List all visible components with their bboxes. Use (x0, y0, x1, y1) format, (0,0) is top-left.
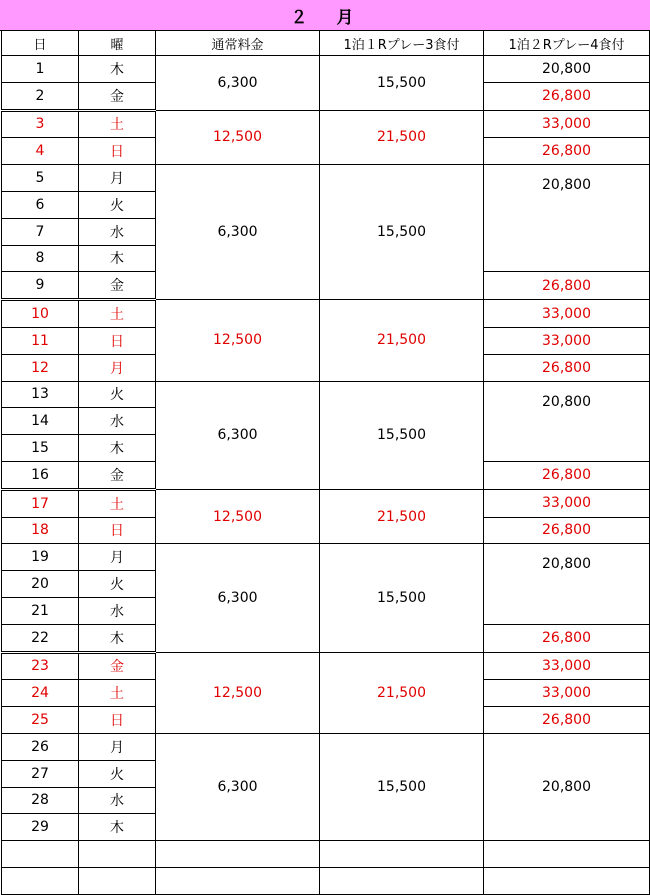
day-cell: 19 (2, 544, 79, 571)
normal-rate-cell: 12,500 (156, 110, 320, 165)
table-row (2, 841, 650, 868)
day-cell: 6 (2, 191, 79, 218)
plan-4-meals-cell: 26,800 (484, 138, 650, 165)
day-cell: 22 (2, 624, 79, 652)
normal-rate-cell: 6,300 (156, 56, 320, 111)
weekday-cell: 日 (79, 327, 156, 354)
plan-4-meals-cell: 26,800 (484, 517, 650, 544)
plan-3-meals-cell: 15,500 (320, 381, 484, 489)
plan-4-meals-cell: 33,000 (484, 680, 650, 707)
plan-3-meals-cell: 15,500 (320, 733, 484, 840)
plan-4-meals-cell: 33,000 (484, 327, 650, 354)
rate-table-body (2, 56, 650, 895)
day-cell: 16 (2, 461, 79, 489)
table-row (2, 381, 650, 408)
plan-4-meals-cell: 33,000 (484, 652, 650, 680)
table-row (2, 300, 650, 328)
day-cell: 11 (2, 327, 79, 354)
weekday-cell (79, 841, 156, 868)
weekday-cell: 月 (79, 733, 156, 760)
weekday-cell: 金 (79, 272, 156, 300)
weekday-cell: 日 (79, 517, 156, 544)
day-cell: 27 (2, 760, 79, 787)
day-cell (2, 867, 79, 894)
weekday-cell: 月 (79, 165, 156, 192)
plan-3-meals-cell (320, 867, 484, 894)
day-cell: 9 (2, 272, 79, 300)
day-cell: 20 (2, 571, 79, 598)
normal-rate-cell: 6,300 (156, 165, 320, 300)
day-cell: 18 (2, 517, 79, 544)
weekday-cell: 月 (79, 354, 156, 381)
weekday-cell: 木 (79, 814, 156, 841)
weekday-cell: 火 (79, 191, 156, 218)
weekday-cell: 土 (79, 300, 156, 328)
plan-3-meals-cell: 21,500 (320, 489, 484, 544)
table-row (2, 165, 650, 192)
day-cell: 24 (2, 680, 79, 707)
normal-rate-cell: 12,500 (156, 652, 320, 733)
weekday-cell: 土 (79, 110, 156, 138)
header-day: 日 (2, 31, 79, 56)
weekday-cell: 水 (79, 408, 156, 435)
plan-4-meals-cell: 20,800 (484, 733, 650, 840)
plan-4-meals-cell: 26,800 (484, 461, 650, 489)
table-row (2, 544, 650, 571)
plan-3-meals-cell: 15,500 (320, 56, 484, 111)
plan-4-meals-cell: 26,800 (484, 354, 650, 381)
plan-3-meals-cell: 21,500 (320, 110, 484, 165)
table-row (2, 489, 650, 517)
header-normal-rate: 通常料金 (156, 31, 320, 56)
weekday-cell: 火 (79, 571, 156, 598)
table-row (2, 733, 650, 760)
weekday-cell: 金 (79, 82, 156, 110)
table-row (2, 110, 650, 138)
plan-3-meals-cell: 21,500 (320, 652, 484, 733)
plan-4-meals-cell: 33,000 (484, 110, 650, 138)
day-cell: 13 (2, 381, 79, 408)
day-cell: 28 (2, 787, 79, 814)
day-cell: 17 (2, 489, 79, 517)
weekday-cell: 金 (79, 652, 156, 680)
rate-table (1, 30, 650, 895)
plan-3-meals-cell: 15,500 (320, 544, 484, 652)
day-cell: 10 (2, 300, 79, 328)
normal-rate-cell: 12,500 (156, 489, 320, 544)
weekday-cell: 木 (79, 624, 156, 652)
weekday-cell: 木 (79, 435, 156, 462)
day-cell: 15 (2, 435, 79, 462)
plan-4-meals-cell (484, 841, 650, 868)
header-row (2, 31, 650, 56)
weekday-cell: 日 (79, 138, 156, 165)
day-cell: 25 (2, 707, 79, 734)
plan-4-meals-cell: 26,800 (484, 272, 650, 300)
table-row (2, 56, 650, 83)
day-cell (2, 841, 79, 868)
day-cell: 12 (2, 354, 79, 381)
plan-4-meals-cell: 20,800 (484, 381, 650, 461)
header-plan-3-meals: 1泊１Rプレー3食付 (320, 31, 484, 56)
weekday-cell: 火 (79, 381, 156, 408)
plan-4-meals-cell: 20,800 (484, 56, 650, 83)
day-cell: 26 (2, 733, 79, 760)
plan-4-meals-cell: 26,800 (484, 707, 650, 734)
weekday-cell: 月 (79, 544, 156, 571)
weekday-cell: 土 (79, 489, 156, 517)
plan-4-meals-cell (484, 867, 650, 894)
normal-rate-cell: 6,300 (156, 381, 320, 489)
plan-4-meals-cell: 20,800 (484, 544, 650, 624)
normal-rate-cell: 6,300 (156, 733, 320, 840)
day-cell: 14 (2, 408, 79, 435)
month-title: ２ 月 (0, 0, 650, 31)
weekday-cell: 木 (79, 56, 156, 83)
day-cell: 7 (2, 218, 79, 245)
header-plan-4-meals: 1泊２Rプレー4食付 (484, 31, 650, 56)
normal-rate-cell: 12,500 (156, 300, 320, 381)
weekday-cell: 水 (79, 787, 156, 814)
plan-4-meals-cell: 33,000 (484, 300, 650, 328)
weekday-cell: 火 (79, 760, 156, 787)
day-cell: 2 (2, 82, 79, 110)
weekday-cell: 木 (79, 245, 156, 272)
weekday-cell: 水 (79, 218, 156, 245)
day-cell: 3 (2, 110, 79, 138)
plan-3-meals-cell: 21,500 (320, 300, 484, 381)
day-cell: 23 (2, 652, 79, 680)
normal-rate-cell (156, 841, 320, 868)
plan-4-meals-cell: 33,000 (484, 489, 650, 517)
normal-rate-cell: 6,300 (156, 544, 320, 652)
table-row (2, 867, 650, 894)
plan-3-meals-cell: 15,500 (320, 165, 484, 300)
day-cell: 29 (2, 814, 79, 841)
day-cell: 4 (2, 138, 79, 165)
plan-4-meals-cell: 26,800 (484, 624, 650, 652)
day-cell: 21 (2, 597, 79, 624)
normal-rate-cell (156, 867, 320, 894)
weekday-cell: 金 (79, 461, 156, 489)
weekday-cell (79, 867, 156, 894)
weekday-cell: 日 (79, 707, 156, 734)
plan-4-meals-cell: 20,800 (484, 165, 650, 272)
plan-3-meals-cell (320, 841, 484, 868)
table-row (2, 652, 650, 680)
weekday-cell: 土 (79, 680, 156, 707)
day-cell: 1 (2, 56, 79, 83)
day-cell: 8 (2, 245, 79, 272)
header-weekday: 曜 (79, 31, 156, 56)
weekday-cell: 水 (79, 597, 156, 624)
day-cell: 5 (2, 165, 79, 192)
plan-4-meals-cell: 26,800 (484, 82, 650, 110)
